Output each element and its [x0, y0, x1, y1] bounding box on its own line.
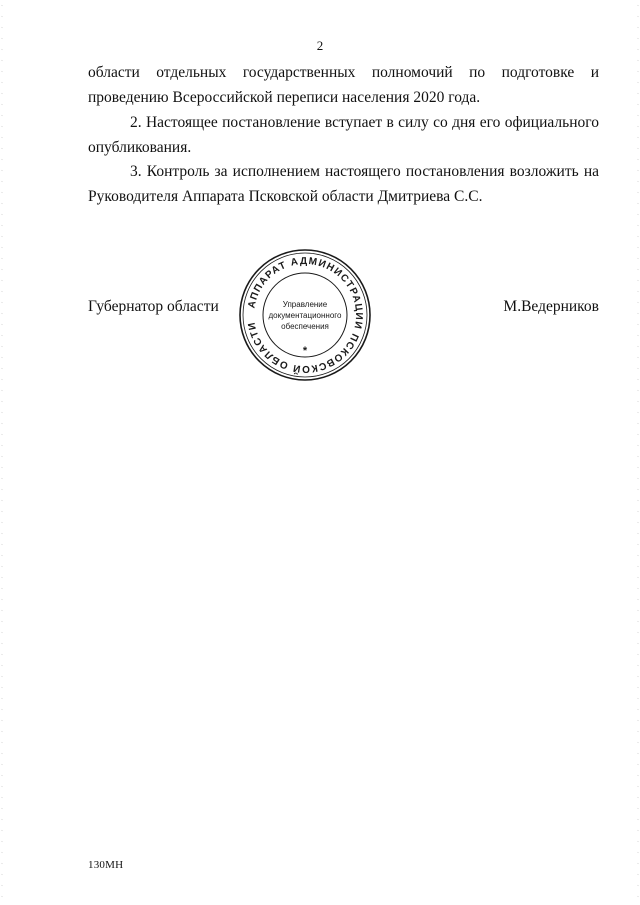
- page-number: 2: [316, 38, 324, 53]
- document-footer-code: 130МН: [88, 859, 124, 871]
- seal-center-line-2: документационного: [268, 311, 342, 320]
- seal-star-icon: *: [302, 345, 308, 357]
- scan-edge-left: [1, 0, 3, 905]
- paragraph-2: 2. Настоящее постановление вступает в силу со дня его официального опубликования.: [88, 114, 599, 156]
- signer-name: М.Ведерников: [503, 298, 599, 315]
- seal-center-line-3: обеспечения: [281, 322, 329, 331]
- official-seal-stamp: [237, 247, 373, 383]
- scan-edge-right: [637, 0, 639, 905]
- signer-position: Губернатор области: [88, 298, 219, 315]
- paragraph-3: 3. Контроль за исполнением настоящего постановления возложить на Руководителя Аппарата Псковской области Дмитриева С.С.: [88, 163, 599, 205]
- seal-center-line-1: Управление: [282, 300, 328, 309]
- seal-ring-text: АППАРАТ АДМИНИСТРАЦИИ ПСКОВСКОЙ ОБЛАСТИ: [246, 255, 365, 375]
- paragraph-1: области отдельных государственных полномочий по подготовке и проведению Всероссийской переписи населения 2020 года.: [88, 64, 599, 106]
